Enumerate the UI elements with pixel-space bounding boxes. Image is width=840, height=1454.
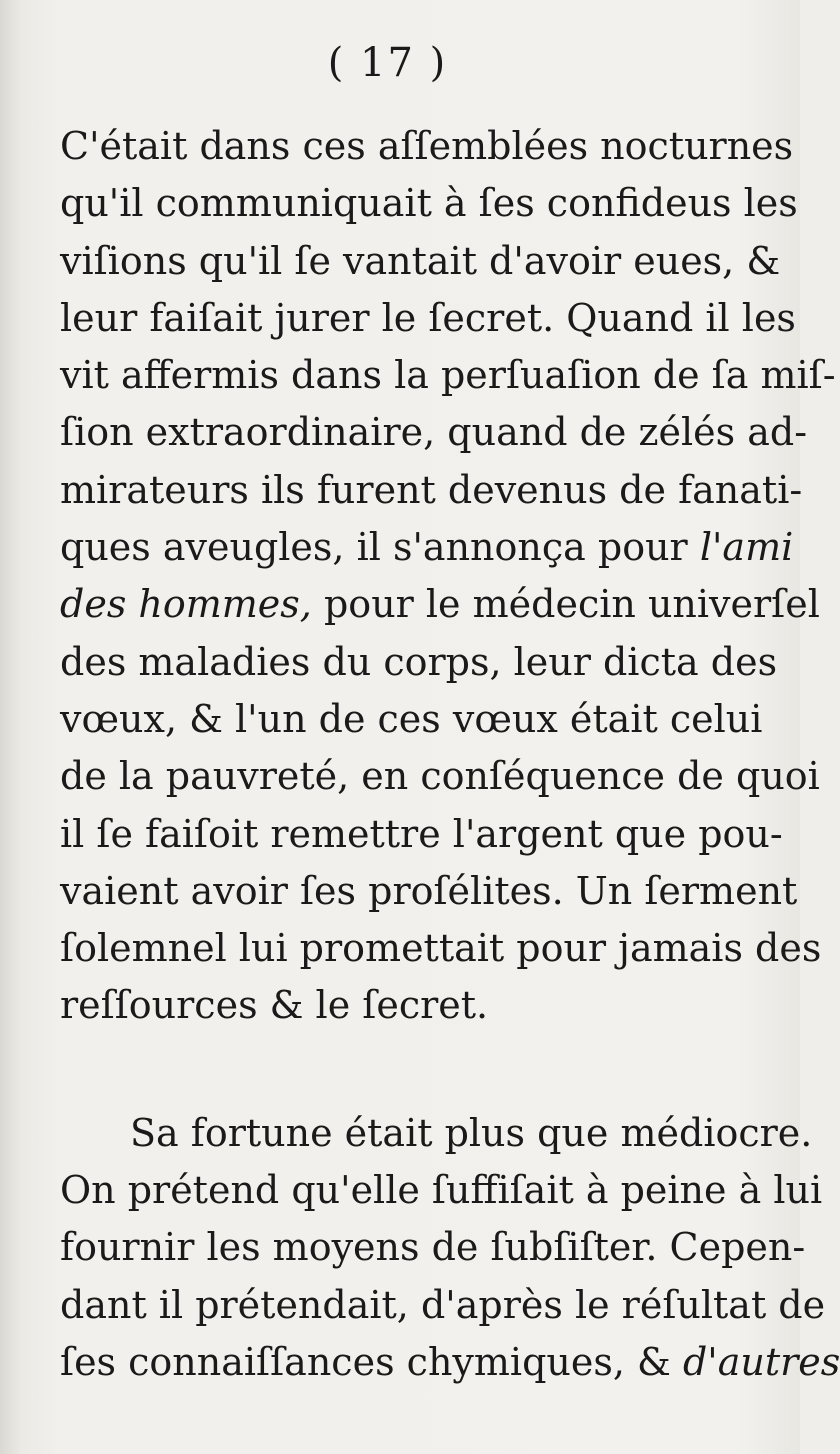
italic-text: l'ami [699,525,794,570]
page-number: ( 17 ) [327,40,448,86]
text-segment: ques aveugles, il s'annonça pour [60,525,688,570]
text-line: Sa fortune était plus que médiocre. [130,1110,813,1155]
text-line: On prétend qu'elle ſuffiſait à peine à lui [60,1168,823,1213]
text-line: des maladies du corps, leur dicta des [60,639,778,684]
paragraph-2 [60,1105,840,1391]
text-line: dant il prétendait, d'après le réſultat de [60,1282,826,1327]
text-line: mirateurs ils furent devenus de fanati- [60,467,803,512]
text-line [60,1334,840,1391]
text-line [60,519,794,576]
text-line: C'était dans ces aſſemblées nocturnes [60,124,794,168]
paragraph-gap [60,1035,760,1105]
body-text [60,118,840,1391]
text-line: vœux, & l'un de ces vœux était celui [60,696,763,741]
text-line: viſions qu'il ſe vantait d'avoir eues, & [60,238,781,283]
text-line: ſion extraordinaire, quand de zélés ad- [60,410,808,455]
text-line: vaient avoir ſes proſélites. Un ſerment [60,868,798,913]
text-line: reſſources & le ſecret. [60,983,489,1028]
text-line [60,576,820,633]
text-segment: pour le médecin univerſel [323,582,820,627]
text-line: il ſe faiſoit remettre l'argent que pou- [60,811,783,856]
text-line: ſolemnel lui promettait pour jamais des [60,926,822,971]
text-segment: ſes connaiſſances chymiques, & [60,1339,671,1384]
text-line: de la pauvreté, en conſéquence de quoi [60,754,820,799]
italic-text: des hommes, [60,582,312,627]
text-line: qu'il communiquait à ſes confideus les [60,181,798,226]
text-line: vit affermis dans la perſuaſion de ſa miſ- [60,353,836,398]
text-line: fournir les moyens de ſubſiſter. Cepen- [60,1225,806,1270]
text-line: leur faiſait jurer le ſecret. Quand il les [60,295,796,340]
paragraph-1 [60,118,836,1035]
italic-text: d'autres [682,1339,840,1384]
